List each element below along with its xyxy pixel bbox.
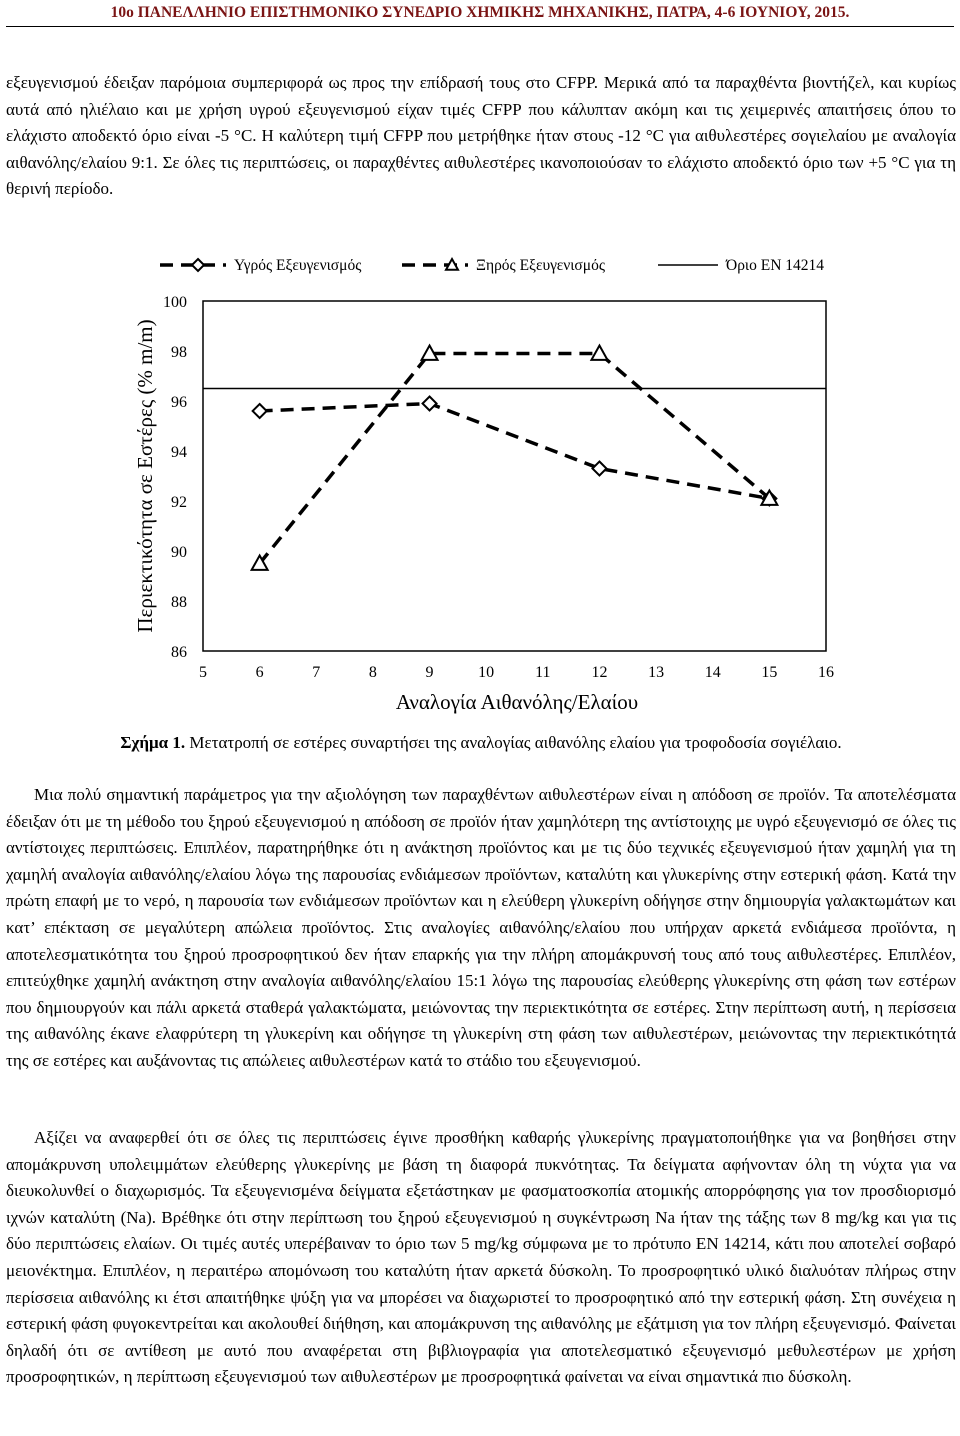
triangle-marker: [591, 346, 607, 360]
y-tick-label: 94: [171, 444, 187, 461]
legend-label: Όριο EN 14214: [726, 257, 825, 274]
y-tick-label: 100: [163, 294, 187, 311]
chart-legend: [160, 257, 824, 274]
y-tick-label: 86: [171, 644, 187, 661]
legend-label: Υγρός Εξευγενισμός: [234, 257, 362, 274]
legend-dry: [402, 257, 605, 274]
legend-diamond-marker: [192, 259, 204, 271]
x-tick-label: 11: [535, 664, 551, 681]
x-tick-label: 6: [255, 664, 264, 681]
diamond-marker: [592, 462, 606, 476]
y-tick-label: 96: [171, 394, 187, 411]
legend-wet: [160, 257, 361, 274]
paragraph-catalyst: Αξίζει να αναφερθεί ότι σε όλες τις περιπτώσεις έγινε προσθήκη καθαρής γλυκερίνης πραγματοποιήθηκε για να βοηθήσει στην απομάκρυνση υπολειμμάτων ελεύθερης γλυκερίνης με βάση τη διαφορά πυκνότητας. Τα δείγματα αφήνονταν όλη τη νύχτα για να διευκολυνθεί ο διαχωρισμός. Τα εξευγενισμένα δείγματα εξετάστηκαν με φασματοσκοπία ατομικής απορρόφησης για τον προσδιορισμό ιχνών καταλύτη (Na). Βρέθηκε ότι στην περίπτωση του ξηρού εξευγενισμού η συγκέντρωση Na ήταν της τάξης των 8 mg/kg και για τις δύο περιπτώσεις ελαίων. Οι τιμές αυτές υπερέβαιναν το όριο των 5 mg/kg σύμφωνα με το πρότυπο EN 14214, κάτι που αποτελεί σοβαρό μειονέκτημα. Επιπλέον, η περαιτέρω απομόνωση του καταλύτη ήταν αρκετά δύσκολη. Το προσροφητικό υλικό διαλυόταν πλήρως στην περίσσεια αιθανόλης κι έτσι απαιτήθηκε ψύξη για να μπορέσει να διαχωριστεί το προσροφητικό από την εστερική φάση. Στη συνέχεια η εστερική φάση φυγοκεντρείται και ακολουθεί διήθηση, και απομάκρυνση της αιθανόλης με εξάτμιση για τον πλήρη εξευγενισμό. Φαίνεται δηλαδή ότι σε αντίθεση με αυτό που αναφέρεται στη βιβλιογραφία για αποτελεσματικό εξευγενισμό μεθυλεστέρων με χρήση προσροφητικών, η περίπτωση εξευγενισμού των αιθυλεστέρων με προσροφητικά φαίνεται να είναι σημαντικά πιο δύσκολη.: [6, 1128, 956, 1387]
chart-series: [203, 346, 826, 570]
y-axis-label: Περιεκτικότητα σε Εστέρες (% m/m): [133, 319, 157, 633]
y-tick-label: 92: [171, 494, 187, 511]
x-tick-label: 7: [312, 664, 321, 681]
x-tick-label: 10: [478, 664, 495, 681]
diamond-marker: [423, 397, 437, 411]
legend-label: Ξηρός Εξευγενισμός: [476, 257, 605, 274]
x-axis-label: Αναλογία Αιθανόλης/Ελαίου: [395, 690, 639, 714]
figure-caption-text: Μετατροπή σε εστέρες συναρτήσει της αναλογίας αιθανόλης ελαίου για τροφοδοσία σογιέλαιο.: [185, 733, 842, 752]
paragraph-cfpp: εξευγενισμού έδειξαν παρόμοια συμπεριφορά ως προς την επίδρασή τους στο CFPP. Μερικά από τα παραχθέντα βιοντήζελ, και κυρίως αυτά από ηλιέλαιο και με χρήση υγρού εξευγενισμού είχαν τιμές CFPP που κάλυπταν ακόμη και τις χειμερινές απαιτήσεις όπου το ελάχιστο αποδεκτό όριο είναι -5 °C. Η καλύτερη τιμή CFPP που μετρήθηκε ήταν στους -12 °C για αιθυλεστέρες σογιελαίου με αναλογία αιθανόλης/ελαίου 9:1. Σε όλες τις περιπτώσεις, οι παραχθέντες αιθυλεστέρες ικανοποιούσαν το ελάχιστο αποδεκτό όριο των +5 °C για τη θερινή περίοδο.: [6, 73, 956, 199]
page-header: 10ο ΠΑΝΕΛΛΗΝΙΟ ΕΠΙΣΤΗΜΟΝΙΚΟ ΣΥΝΕΔΡΙΟ ΧΗΜΙΚΗΣ ΜΗΧΑΝΙΚΗΣ, ΠΑΤΡΑ, 4-6 ΙΟΥΝΙΟΥ, 2015.: [110, 4, 850, 21]
plot-frame: [203, 301, 826, 651]
x-tick-label: 16: [818, 664, 834, 681]
x-tick-label: 9: [425, 664, 434, 681]
x-tick-label: 15: [761, 664, 778, 681]
legend-limit: [658, 257, 824, 274]
x-tick-label: 12: [591, 664, 608, 681]
y-tick-label: 88: [171, 594, 187, 611]
paragraph-yield: Μια πολύ σημαντική παράμετρος για την αξιολόγηση των παραχθέντων αιθυλεστέρων είναι η απόδοση σε προϊόν. Τα αποτελέσματα έδειξαν ότι με τη μέθοδο του ξηρού εξευγενισμού η απόδοση σε προϊόν ήταν χαμηλότερη της αντίστοιχης με υγρό εξευγενισμό σε όλες τις αντίστοιχες περιπτώσεις. Επιπλέον, παρατηρήθηκε ότι η ανάκτηση προϊόντος και με τις δύο τεχνικές εξευγενισμού ήταν χαμηλή για τη χαμηλή αναλογία αιθανόλης/ελαίου λόγω της παρουσίας ενδιάμεσων προϊόντων, καταλύτη και γλυκερίνης στην εστερική φάση. Κατά την πρώτη επαφή με το νερό, η παρουσία των ενδιάμεσων προϊόντων και η ελεύθερη γλυκερίνη οδήγησε στην δημιουργία γαλακτωμάτων και κατ’ επέκταση σε μεγαλύτερη απώλεια προϊόντος. Στις αναλογίες αιθανόλης/ελαίου που υπήρχαν αρκετά ενδιάμεσα προϊόντα, η αποτελεσματικότητα του ξηρού προσροφητικού δεν ήταν επαρκής για την πλήρη απομάκρυνσή τους από τους αιθυλεστέρες. Επιπλέον, επιτεύχθηκε χαμηλή ανάκτηση στην αναλογία αιθανόλης/ελαίου 15:1 λόγω της παρουσίας ελεύθερης γλυκερίνης στη φάση των εστέρων που δημιουργούν και πάλι αρκετά σταθερά γαλακτώματα, μειώνοντας την περιεκτικότητα σε εστέρες. Στην περίπτωση αυτή, η περίσσεια της αιθανόλης έκανε ελαφρύτερη τη γλυκερίνη και οδήγησε τη γλυκερίνη στη φάση των αιθυλεστέρων, μειώνοντας την περιεκτικότητά της σε εστέρες και αυξάνοντας τις απώλειες αιθυλεστέρων κατά το στάδιο του εξευγενισμού.: [6, 785, 956, 1070]
x-tick-label: 13: [648, 664, 665, 681]
figure-caption-label: Σχήμα 1.: [120, 733, 186, 752]
series-line: [260, 354, 770, 564]
y-tick-label: 90: [171, 544, 187, 561]
diamond-marker: [253, 404, 267, 418]
x-tick-label: 5: [199, 664, 207, 681]
x-tick-label: 14: [704, 664, 721, 681]
y-tick-label: 98: [171, 344, 187, 361]
figure-caption: [6, 733, 956, 753]
series-dry: [252, 346, 778, 570]
series-wet: [253, 397, 777, 506]
x-tick-label: 8: [368, 664, 377, 681]
series-line: [260, 404, 770, 499]
